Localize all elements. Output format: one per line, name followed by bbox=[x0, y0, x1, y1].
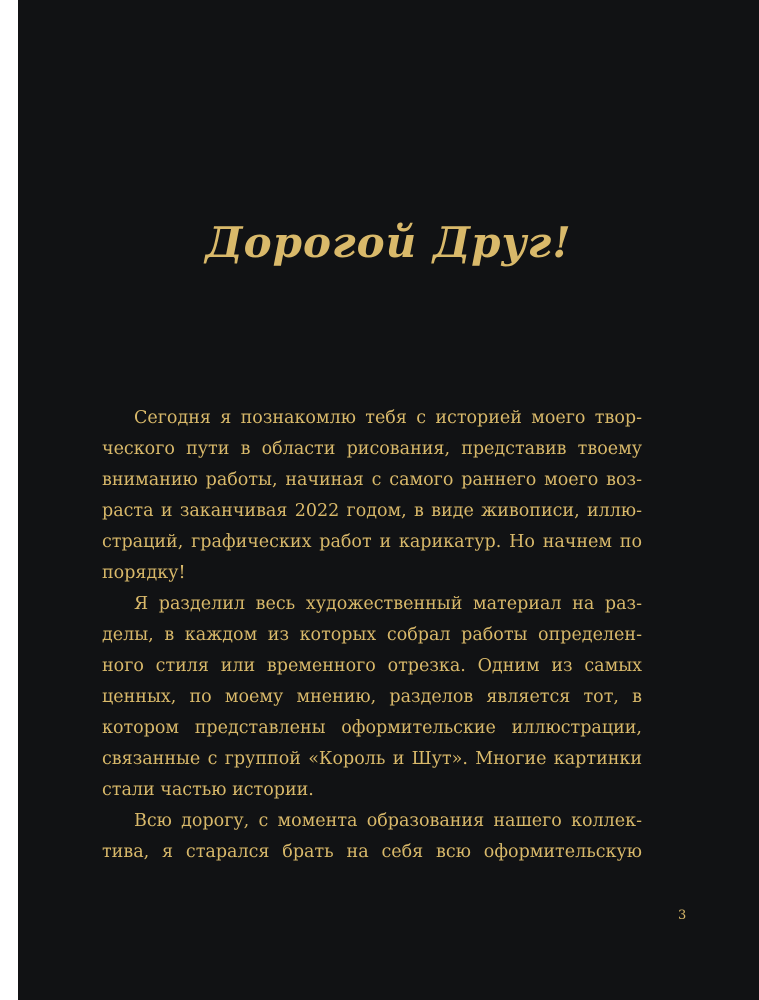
text-line: тива, я старался брать на себя всю оформительскую bbox=[102, 842, 642, 862]
text-line: страций, графических работ и карикатур. Но начнем по bbox=[102, 532, 642, 552]
text-line: ного стиля или временного отрезка. Одним из самых bbox=[102, 656, 642, 676]
text-line: связанные с группой «Король и Шут». Многие картинки bbox=[102, 749, 642, 769]
text-line: Всю дорогу, с момента образования нашего коллек- bbox=[134, 811, 642, 831]
text-line: стали частью истории. bbox=[102, 780, 314, 800]
text-line: Сегодня я познакомлю тебя с историей моего твор- bbox=[134, 408, 642, 428]
body-text bbox=[102, 403, 642, 868]
text-line: Я разделил весь художественный материал на раз- bbox=[134, 594, 642, 614]
text-line: делы, в каждом из которых собрал работы определен- bbox=[102, 625, 642, 645]
text-line: котором представлены оформительские иллюстрации, bbox=[102, 718, 642, 738]
text-line: вниманию работы, начиная с самого раннего моего воз- bbox=[102, 470, 642, 490]
text-line: ческого пути в области рисования, представив твоему bbox=[102, 439, 642, 459]
page-title: Дорогой Друг! bbox=[205, 218, 572, 267]
text-line: раста и заканчивая 2022 годом, в виде живописи, иллю- bbox=[102, 501, 642, 521]
text-line: ценных, по моему мнению, разделов является тот, в bbox=[102, 687, 642, 707]
text-line: порядку! bbox=[102, 563, 186, 583]
page-number: 3 bbox=[678, 908, 687, 923]
